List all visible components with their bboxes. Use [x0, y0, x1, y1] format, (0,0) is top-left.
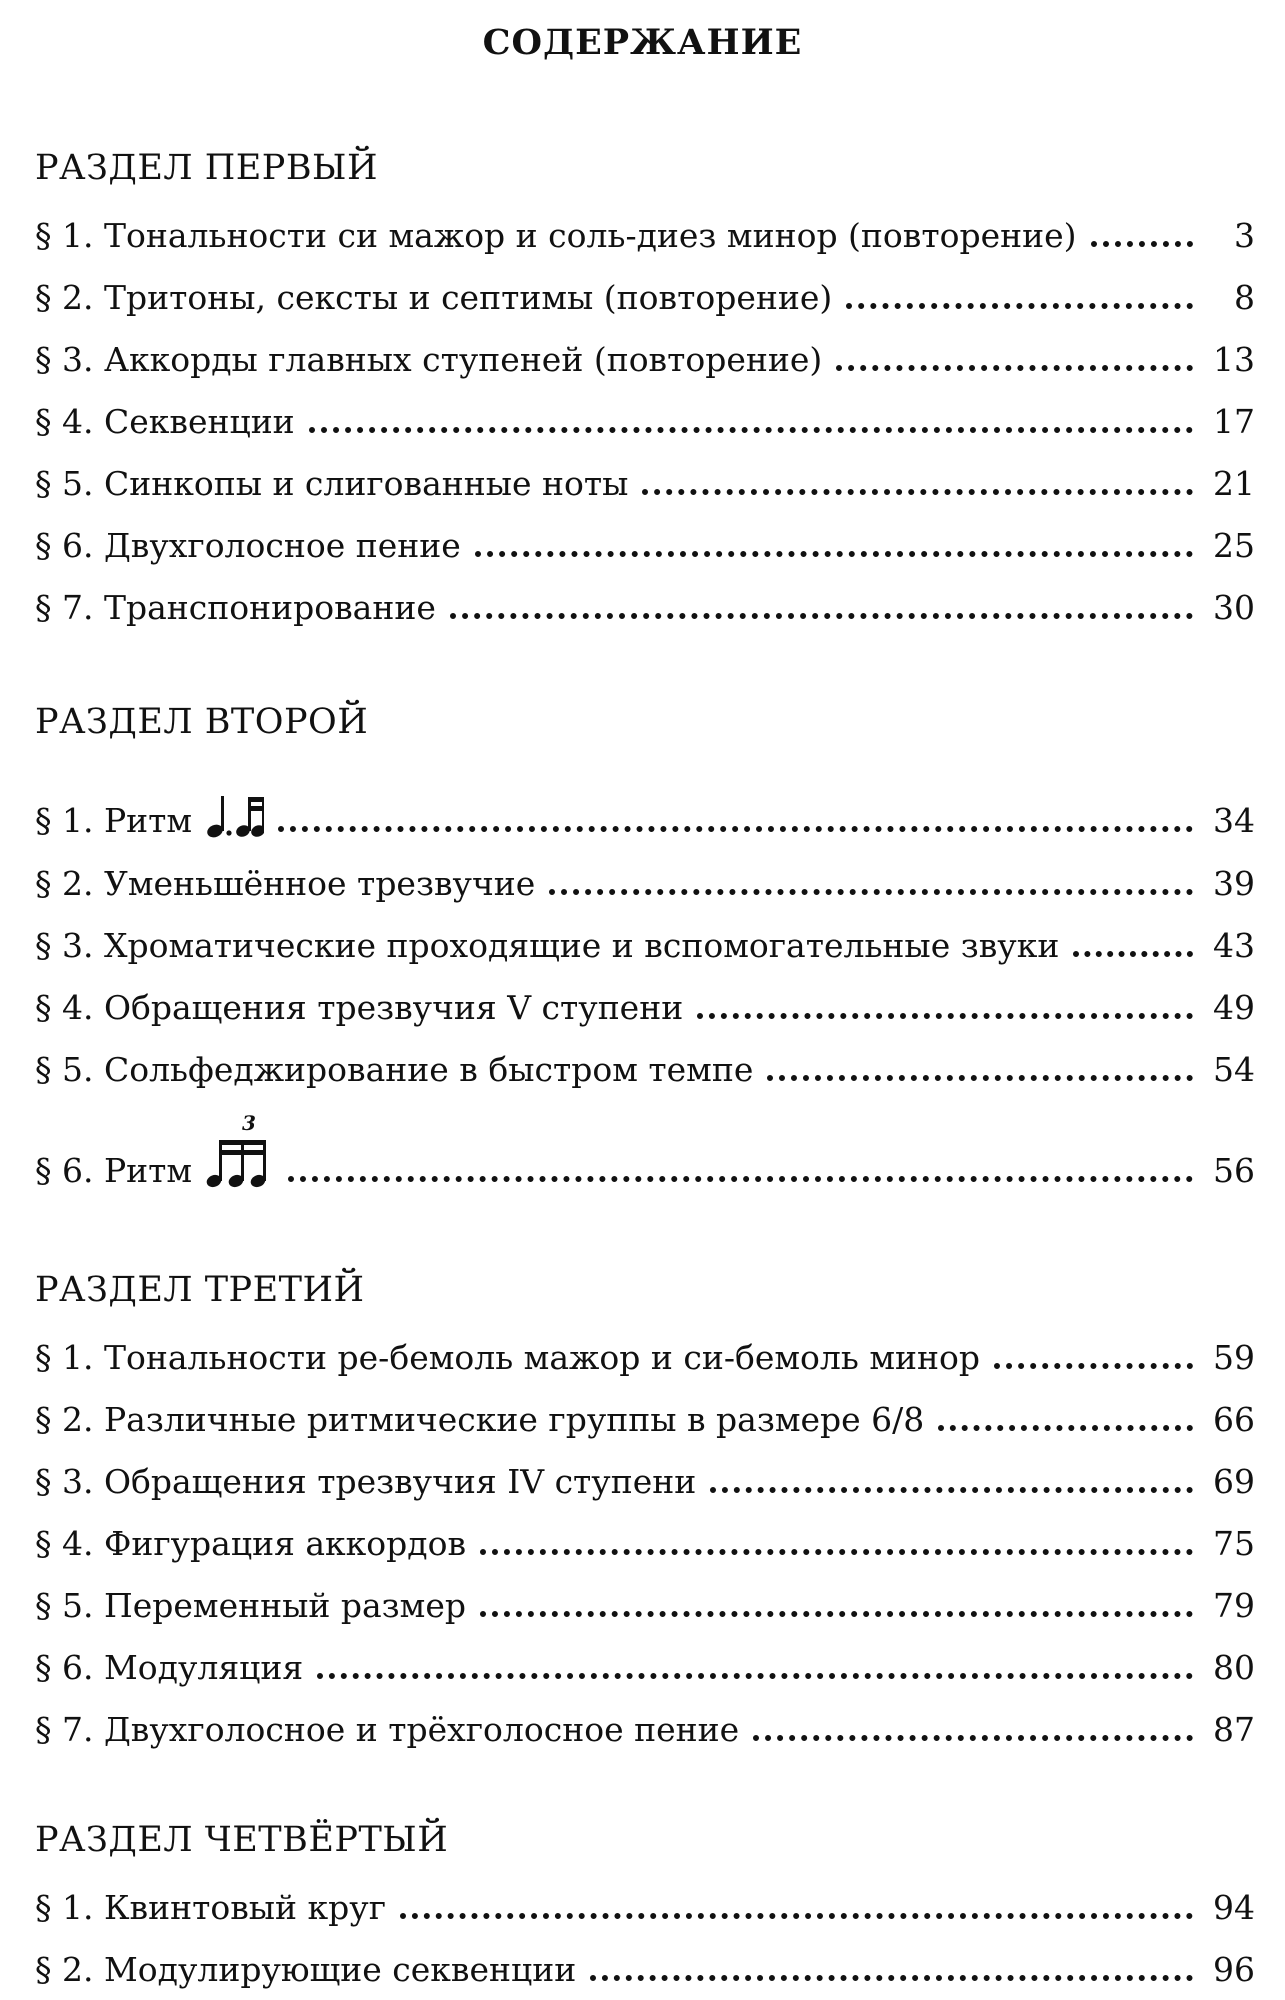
toc-entry-page: 17 [1213, 402, 1255, 441]
toc-entry-label: § 7. Транспонирование [35, 588, 436, 627]
toc-entry-label: § 4. Секвенции [35, 402, 295, 441]
leader-dots [317, 1673, 1193, 1679]
toc-entry [35, 1100, 1255, 1190]
toc-entry [35, 1575, 1255, 1625]
toc-entry-page: 79 [1213, 1586, 1255, 1625]
toc-entry [35, 453, 1255, 503]
toc-entry-label: § 1. Ритм [35, 801, 193, 840]
toc-entry-label: § 4. Фигурация аккордов [35, 1524, 467, 1563]
toc-entry [35, 1389, 1255, 1439]
section-heading: РАЗДЕЛ ПЕРВЫЙ [35, 148, 378, 188]
toc-entry-label: § 3. Обращения трезвучия IV ступени [35, 1462, 697, 1501]
toc-entry-page: 25 [1213, 526, 1255, 565]
toc-entry [35, 329, 1255, 379]
toc-entry-page: 13 [1213, 340, 1255, 379]
toc-entry-page: 54 [1213, 1050, 1255, 1089]
leader-dots [590, 1975, 1193, 1981]
leader-dots [278, 826, 1193, 832]
toc-entry-label: § 4. Обращения трезвучия V ступени [35, 988, 684, 1027]
toc-entry-page: 30 [1213, 588, 1255, 627]
leader-dots [1091, 241, 1193, 247]
leader-dots [475, 551, 1193, 557]
toc-entry [35, 1513, 1255, 1563]
toc-entry-label: § 6. Двухголосное пение [35, 526, 461, 565]
leader-dots [549, 889, 1193, 895]
leader-dots [938, 1425, 1193, 1431]
toc-entry-label: § 1. Квинтовый круг [35, 1888, 386, 1927]
toc-entry-label: § 2. Модулирующие секвенции [35, 1950, 577, 1989]
page-title: СОДЕРЖАНИЕ [482, 22, 803, 63]
leader-dots [480, 1549, 1193, 1555]
toc-entry-page: 8 [1234, 278, 1255, 317]
toc-entry [35, 977, 1255, 1027]
toc-entry-page: 75 [1213, 1524, 1255, 1563]
toc-entry [35, 577, 1255, 627]
dotted-eighth-sixteenth-rhythm-icon [204, 786, 264, 840]
leader-dots [697, 1013, 1193, 1019]
toc-entry-label: § 3. Аккорды главных ступеней (повторение) [35, 340, 823, 379]
toc-entry-page: 39 [1213, 864, 1255, 903]
leader-dots [994, 1363, 1193, 1369]
toc-entry-label: § 5. Сольфеджирование в быстром темпе [35, 1050, 754, 1089]
toc-entry [35, 267, 1255, 317]
leader-dots [480, 1611, 1193, 1617]
leader-dots [767, 1075, 1193, 1081]
toc-entry-page: 69 [1213, 1462, 1255, 1501]
toc-entry-label: § 6. Ритм [35, 1151, 193, 1190]
toc-entry [35, 391, 1255, 441]
toc-entry-label: § 2. Тритоны, сексты и септимы (повторение) [35, 278, 833, 317]
triplet-rhythm-icon [204, 1110, 274, 1190]
toc-entry-page: 56 [1213, 1151, 1255, 1190]
toc-entry [35, 205, 1255, 255]
leader-dots [288, 1176, 1193, 1182]
toc-entry-label: § 1. Тональности ре-бемоль мажор и си-бемоль минор [35, 1338, 980, 1377]
leader-dots [1073, 951, 1193, 957]
toc-entry-page: 80 [1213, 1648, 1255, 1687]
toc-entry [35, 1327, 1255, 1377]
toc-entry-page: 43 [1213, 926, 1255, 965]
toc-entry [35, 1451, 1255, 1501]
toc-entry-label: § 3. Хроматические проходящие и вспомогательные звуки [35, 926, 1060, 965]
leader-dots [836, 365, 1193, 371]
toc-entry [35, 1699, 1255, 1749]
section-heading: РАЗДЕЛ ТРЕТИЙ [35, 1270, 365, 1310]
toc-entry-label: § 1. Тональности си мажор и соль-диез минор (повторение) [35, 216, 1077, 255]
toc-entry [35, 780, 1255, 840]
section-heading: РАЗДЕЛ ВТОРОЙ [35, 702, 369, 742]
toc-entry-page: 66 [1213, 1400, 1255, 1439]
leader-dots [753, 1735, 1193, 1741]
toc-entry [35, 1877, 1255, 1927]
toc-entry-page: 96 [1213, 1950, 1255, 1989]
toc-entry [35, 853, 1255, 903]
toc-entry-label: § 6. Модуляция [35, 1648, 304, 1687]
toc-entry-page: 3 [1234, 216, 1255, 255]
toc-entry [35, 915, 1255, 965]
toc-entry-label: § 2. Уменьшённое трезвучие [35, 864, 536, 903]
toc-entry-label: § 2. Различные ритмические группы в размере 6/8 [35, 1400, 925, 1439]
leader-dots [400, 1913, 1193, 1919]
toc-entry [35, 1039, 1255, 1089]
toc-entry [35, 1637, 1255, 1687]
toc-entry-label: § 5. Синкопы и слигованные ноты [35, 464, 629, 503]
leader-dots [710, 1487, 1193, 1493]
toc-entry-page: 49 [1213, 988, 1255, 1027]
toc-entry [35, 515, 1255, 565]
toc-entry-page: 87 [1213, 1710, 1255, 1749]
section-heading: РАЗДЕЛ ЧЕТВЁРТЫЙ [35, 1820, 449, 1860]
leader-dots [450, 613, 1193, 619]
toc-entry-page: 59 [1213, 1338, 1255, 1377]
triplet-number: 3 [242, 1111, 257, 1135]
toc-entry-label: § 5. Переменный размер [35, 1586, 466, 1625]
toc-entry-page: 34 [1213, 801, 1255, 840]
leader-dots [309, 427, 1193, 433]
toc-entry-page: 21 [1213, 464, 1255, 503]
leader-dots [846, 303, 1193, 309]
toc-entry-page: 94 [1213, 1888, 1255, 1927]
leader-dots [642, 489, 1193, 495]
toc-entry-label: § 7. Двухголосное и трёхголосное пение [35, 1710, 740, 1749]
toc-entry [35, 1939, 1255, 1989]
